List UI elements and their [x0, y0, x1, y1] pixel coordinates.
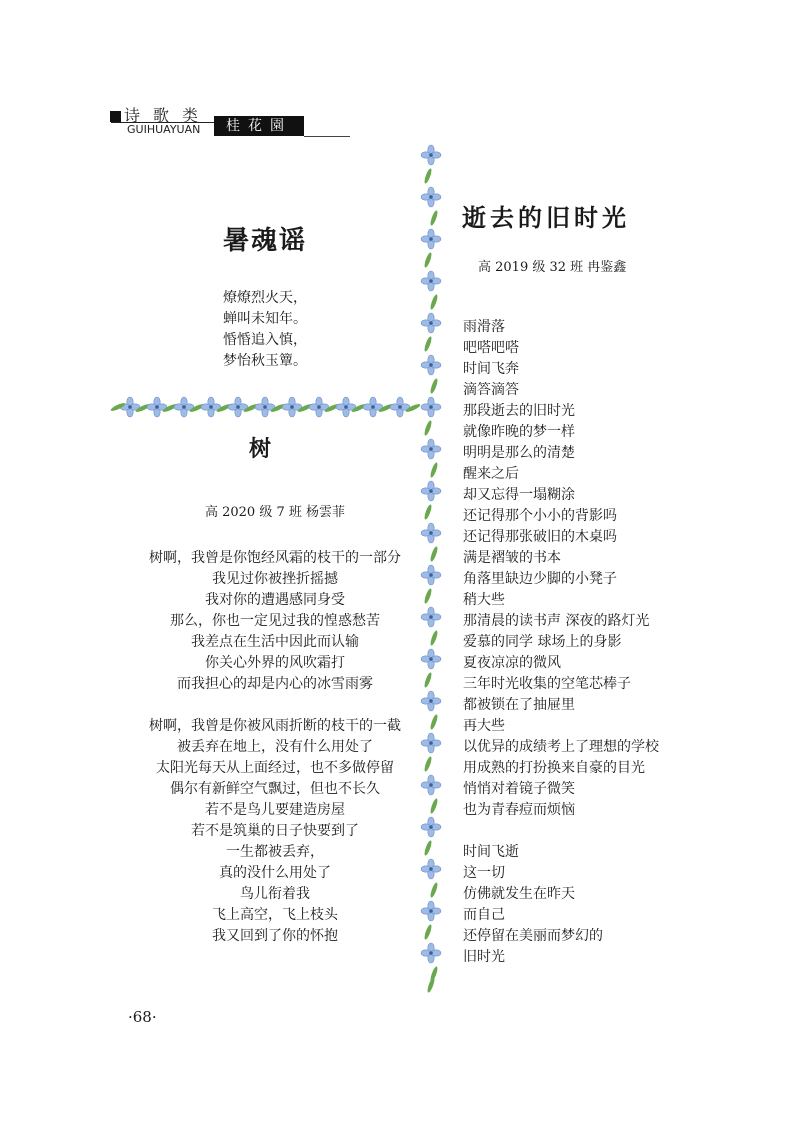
poem-line: 三年时光收集的空笔芯棒子 [463, 676, 631, 692]
poem-line: 用成熟的打扮换来自豪的目光 [463, 760, 645, 776]
leaf-icon [429, 462, 439, 479]
poem-line: 都被锁在了抽屉里 [463, 697, 575, 713]
leaf-icon [423, 252, 433, 269]
column-pinyin: GUIHUAYUAN [111, 122, 214, 136]
leaf-icon [243, 403, 259, 414]
poem-line: 而我担心的却是内心的冰雪雨雾 [177, 676, 373, 692]
poem-line: 我见过你被挫折摇撼 [212, 571, 338, 587]
leaf-icon [110, 402, 126, 413]
poem-line: 燎燎烈火天， [223, 290, 307, 306]
poem-line: 却又忘得一塌糊涂 [463, 487, 575, 503]
poem-line: 偶尔有新鲜空气飘过，但也不长久 [170, 781, 380, 797]
poem-line: 飞上高空，飞上枝头 [212, 907, 338, 923]
poem-line: 你关心外界的风吹霜打 [205, 655, 345, 671]
poem-line: 惛惛追入慎， [223, 332, 307, 348]
poem-line: 醒来之后 [463, 466, 519, 482]
poem-line: 我又回到了你的怀抱 [212, 928, 338, 944]
leaf-icon [429, 798, 439, 815]
poem-line: 那么，你也一定见过我的惶惑愁苦 [170, 613, 380, 629]
poem-line: 树啊，我曾是你被风雨折断的枝干的一截 [149, 718, 401, 734]
leaf-icon [135, 403, 151, 414]
flower-icon [421, 313, 441, 333]
poem-title-shuhunyao: 暑魂谣 [222, 226, 307, 256]
leaf-icon [378, 403, 394, 414]
flower-icon [421, 481, 441, 501]
poem-body-shuhunyao [200, 288, 330, 372]
leaf-icon [429, 714, 439, 731]
flower-icon [228, 397, 248, 417]
flower-icon [421, 397, 441, 417]
poem-line: 太阳光每天从上面经过，也不多做停留 [156, 760, 394, 776]
leaf-icon [429, 882, 439, 899]
stanza-break [120, 695, 430, 716]
flower-icon [309, 397, 329, 417]
leaf-icon [423, 420, 433, 437]
poem-line: 夏夜凉凉的微风 [463, 655, 561, 671]
leaf-icon [297, 403, 313, 414]
poem-line: 稍大些 [463, 592, 505, 608]
flower-icon [201, 397, 221, 417]
flower-icon [421, 229, 441, 249]
poem-line: 若不是鸟儿要建造房屋 [205, 802, 345, 818]
poem-line: 那段逝去的旧时光 [463, 403, 575, 419]
leaf-icon [405, 403, 421, 414]
section-category: 诗歌类 [124, 106, 212, 125]
leaf-icon [429, 294, 439, 311]
poem-line: 被丢弃在地上，没有什么用处了 [177, 739, 373, 755]
poem-body-shu [120, 548, 430, 947]
leaf-icon [426, 977, 436, 994]
flower-icon [421, 271, 441, 291]
flower-icon [421, 439, 441, 459]
poem-line: 滴答滴答 [463, 382, 519, 398]
poem-line: 若不是筑巢的日子快要到了 [191, 823, 359, 839]
leaf-icon [429, 378, 439, 395]
poem-line: 还记得那张破旧的木桌吗 [463, 529, 617, 545]
leaf-icon [189, 403, 205, 414]
flower-icon [336, 397, 356, 417]
flower-icon [147, 397, 167, 417]
poem-title-shiqu: 逝去的旧时光 [462, 203, 630, 232]
poem-line: 鸟儿衔着我 [240, 886, 310, 902]
leaf-icon [423, 336, 433, 353]
poem-line: 旧时光 [463, 949, 505, 965]
poem-line: 时间飞奔 [463, 361, 519, 377]
poem-line: 明明是那么的清楚 [463, 445, 575, 461]
leaf-icon [429, 210, 439, 227]
leaf-icon [429, 966, 439, 983]
poem-line: 真的没什么用处了 [219, 865, 331, 881]
poem-line: 还停留在美丽而梦幻的 [463, 928, 603, 944]
poem-line: 我对你的遭遇感同身受 [205, 592, 345, 608]
flower-icon [421, 355, 441, 375]
stanza-break [463, 821, 743, 842]
page-number: ·68· [128, 1008, 157, 1026]
flower-icon [421, 145, 441, 165]
flower-icon [174, 397, 194, 417]
leaf-icon [162, 403, 178, 414]
poem-line: 也为青春痘而烦恼 [463, 802, 575, 818]
poem-line: 满是褶皱的书本 [463, 550, 561, 566]
poem-line: 我差点在生活中因此而认输 [191, 634, 359, 650]
poem-line: 仿佛就发生在昨天 [463, 886, 575, 902]
poem-line: 蝉叫未知年。 [223, 311, 307, 327]
leaf-icon [351, 403, 367, 414]
column-name: 桂花園 [214, 116, 304, 136]
flower-icon [390, 397, 410, 417]
leaf-icon [270, 403, 286, 414]
poem-line: 爱慕的同学 球场上的身影 [463, 634, 622, 650]
poem-line: 角落里缺边少脚的小凳子 [463, 571, 617, 587]
poem-line: 而自己 [463, 907, 505, 923]
flower-icon [363, 397, 383, 417]
poem-line: 这一切 [463, 865, 505, 881]
leaf-icon [423, 168, 433, 185]
poem-line: 再大些 [463, 718, 505, 734]
poem-line: 就像昨晚的梦一样 [463, 424, 575, 440]
leaf-icon [324, 403, 340, 414]
poem-line: 还记得那个小小的背影吗 [463, 508, 617, 524]
poem-author-shiqu: 高 2019 级 32 班 冉鉴鑫 [478, 260, 627, 275]
flower-icon [421, 187, 441, 207]
poem-line: 吧嗒吧嗒 [463, 340, 519, 356]
flower-icon [255, 397, 275, 417]
poem-line: 那清晨的读书声 深夜的路灯光 [463, 613, 650, 629]
flower-icon [282, 397, 302, 417]
poem-line: 以优异的成绩考上了理想的学校 [463, 739, 659, 755]
poem-title-shu: 树 [248, 436, 271, 462]
flower-icon [120, 397, 140, 417]
poem-line: 树啊，我曾是你饱经风霜的枝干的一部分 [149, 550, 401, 566]
leaf-icon [216, 403, 232, 414]
poem-author-shu: 高 2020 级 7 班 杨雲菲 [204, 505, 346, 520]
poem-body-shiqu [463, 317, 743, 968]
leaf-icon [423, 504, 433, 521]
header-square-icon [110, 111, 121, 122]
flower-icon [421, 523, 441, 543]
poem-line: 梦怡秋玉簟。 [223, 353, 307, 369]
poem-line: 一生都被丢弃， [226, 844, 324, 860]
leaf-icon [429, 546, 439, 563]
poem-line: 雨滑落 [463, 319, 505, 335]
poem-line: 悄悄对着镜子微笑 [463, 781, 575, 797]
poem-line: 时间飞逝 [463, 844, 519, 860]
header-rule [304, 136, 350, 137]
leaf-icon [429, 630, 439, 647]
